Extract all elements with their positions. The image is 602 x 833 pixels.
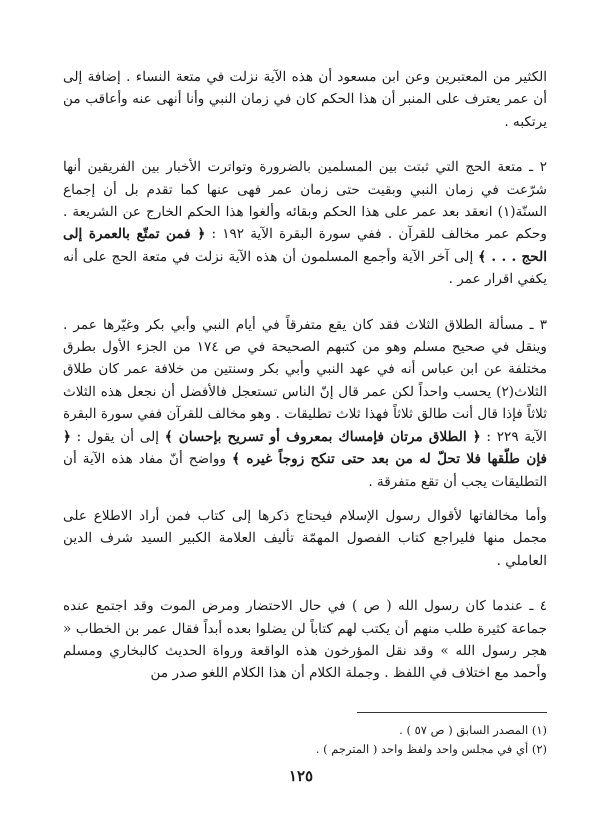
main-text (63, 66, 547, 685)
paragraph-1 (63, 66, 547, 133)
paragraph-4-text: وأما مخالفاتها لأقوال رسول الإسلام فيحتاج ذكرها إلى كتاب فمن أراد الاطلاع على مجمل منها فليراجع كتاب الفصول المهمّة تأليف العلامة الكبير السيد شرف الدين العاملي . (63, 507, 547, 569)
page-number: ١٢٥ (288, 767, 314, 785)
paragraph-2-text: ٢ ـ متعة الحج التي ثبتت بين المسلمين بالضرورة وتواترت الأخبار بين الفريقين أنها شرّعت في زمان النبي وبقيت حتى زمان عمر فهى عنها كما تقدم بل أن إجماع السنّة(١) انعقد بعد عمر على هذا الحكم وبقائه وألغوا هذا الحكم الخارج عن الشريعة . وحكم عمر مخالف للقرآن . ففي سورة البقرة الآية ١٩٢ : (63, 159, 547, 243)
paragraph-3-quran-quote: ﴿ الطلاق مرتان فإمساك بمعروف أو تسريح بإحسان ﴾ (164, 428, 481, 445)
footnote-2: (٢) أي في مجلس واحد ولفظ واحد ( المترجم ) . (315, 742, 547, 756)
paragraph-4 (63, 505, 547, 572)
footnotes (63, 722, 547, 760)
paragraph-2-tail: إلى آخر الآية وأجمع المسلمون أن هذه الآية نزلت في متعة الحج على أنه يكفي اقرار عمر . (63, 248, 547, 288)
paragraph-1-text: الكثير من المعتبرين وعن ابن مسعود أن هذه الآية نزلت في متعة النساء . إضافة إلى أن عمر يعترف على المنبر أن هذا الحكم كان في زمان النبي وأنا أنهى عنه وأعاقب من يرتكبه . (63, 69, 547, 130)
paragraph-2 (63, 156, 547, 290)
paragraph-5 (63, 595, 547, 685)
paragraph-3-quran-quote-2: ﴿ فإن طلّقها فلا تحلّ له من بعد حتى تنكح زوجاً غيره ﴾ (63, 428, 547, 468)
paragraph-3-mid: إلى أن يقول : (70, 428, 165, 445)
footnote-divider (357, 712, 547, 713)
paragraph-2-quran-quote: ﴿ فمن تمتّع بالعمرة إلى الحج . . . ﴾ (63, 226, 548, 265)
paragraph-3-tail: وواضح أنّ مفاد هذه الآية أن التطليقات يجب أن تقع متفرقة . (63, 451, 547, 490)
footnote-1: (١) المصدر السابق ( ص ٥٧ ) . (399, 723, 547, 737)
paragraph-5-text: ٤ ـ عندما كان رسول الله ( ص ) في حال الاحتضار ومرض الموت وقد اجتمع عنده جماعة كثيرة طلب منهم أن يكتب لهم كتاباً لن يضلوا بعده أبداً فقال عمر بن الخطاب « هجر رسول الله » وقد نقل المؤرخون هذه الواقعة ورواة الحديث كالبخاري ومسلم وأحمد مع اختلاف في اللفظ . وجملة الكلام أن هذا الكلام اللغو صدر من (63, 598, 548, 682)
paragraph-3-text: ٣ ـ مسألة الطلاق الثلاث فقد كان يقع متفرقاً في أيام النبي وأبي بكر وغيّرها عمر . وينقل في صحيح مسلم وهو من كتبهم الصحيحة في ص ١٧٤ من الجزء الأول بطرق مختلفة عن ابن عباس أنه في عهد النبي وأبي بكر وسنتين من خلافة عمر كان طلاق الثلاث(٢) يحسب واحداً لكن عمر قال إنّ الناس تستعجل فالأفضل أن نجعل هذه الثلاث ثلاثاً فإذا قال أنت طالق ثلاثاً فهذا ثلاث تطليقات . وهو مخالف للقرآن ففي سورة البقرة الآية ٢٢٩ : (63, 316, 547, 445)
paragraph-3 (63, 314, 547, 493)
